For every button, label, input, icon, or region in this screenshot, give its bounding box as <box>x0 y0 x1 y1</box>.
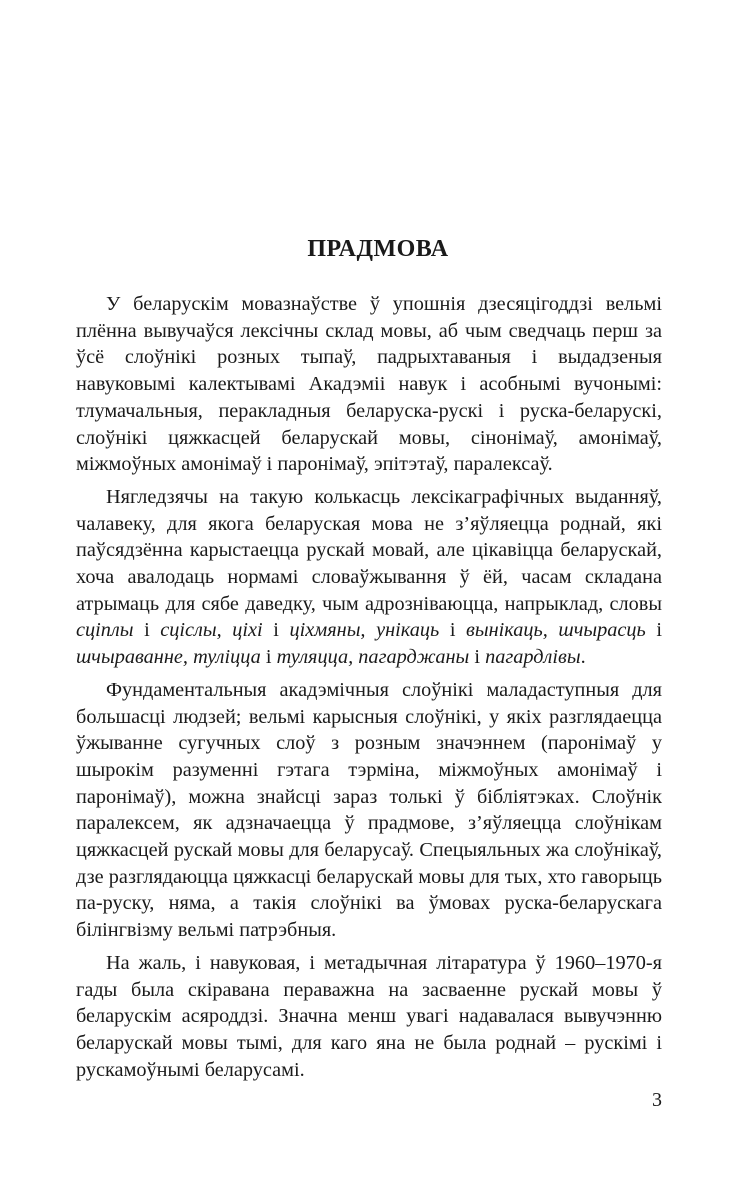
text-run: і <box>133 619 161 642</box>
paragraph-3 <box>76 677 662 944</box>
italic-word: вынікаць, шчырасць <box>466 619 646 642</box>
paragraph-1 <box>76 291 662 478</box>
text-run: і <box>469 646 486 669</box>
paragraph-4 <box>76 950 662 1084</box>
text-run: У беларускім мовазнаўстве ў упошнія дзесяцігоддзі вельмі плённа вывучаўся лексічны склад мовы, аб чым сведчаць перш за ўсё слоўнікі розных тыпаў, падрыхтаваныя і выдадзеныя навуковымі калектывамі Акадэміі навук і асобнымі вучонымі: тлумачальныя, перакладныя беларуска-рускі і руска-беларускі, слоўнікі цяжкасцей беларускай мовы, сінонімаў, амонімаў, міжмоўных амонімаў і паронімаў, эпітэтаў, паралексаў. <box>76 293 662 476</box>
text-run: і <box>260 646 277 669</box>
italic-word: сціплы <box>76 619 134 642</box>
italic-word: шчыраванне, туліцца <box>76 646 261 669</box>
italic-word: пагардлівы <box>485 646 581 669</box>
text-run: і <box>439 619 467 642</box>
italic-word: ціхмяны, унікаць <box>289 619 440 642</box>
page-title: ПРАДМОВА <box>307 236 449 262</box>
page-number: 3 <box>652 1089 662 1111</box>
text-run: і <box>262 619 290 642</box>
text-run: На жаль, і навуковая, і метадычная літаратура ў 1960–1970-я гады была скіравана пераважна на засваенне рускай мовы ў беларускім асяроддзі. Значна менш увагі надавалася вывучэнню беларускай мовы тымі, для каго яна не была роднай – рускімі і рускамоўнымі беларусамі. <box>76 951 662 1081</box>
text-run: Фундаментальныя акадэмічныя слоўнікі маладаступныя для большасці людзей; вельмі карысныя слоўнікі, у якіх разглядаецца ўжыванне сугучных слоў з розным значэннем (паронімаў у шырокім разуменні гэтага тэрміна, міжмоўных амонімаў і паронімаў), можна знайсці зараз толькі ў бібліятэках. Слоўнік паралексем, як адзначаецца ў прадмове, з’яўляецца слоўнікам цяжкасцей рускай мовы для беларусаў. Спецыяльных жа слоўнікаў, дзе разглядаюцца цяжкасці беларускай мовы для тых, хто гаворыць па-руску, няма, а такія слоўнікі ва ўмовах руска-беларускага білінгвізму вельмі патрэбныя. <box>76 678 662 942</box>
body-text <box>76 291 662 1089</box>
text-run: і <box>645 619 663 642</box>
italic-word: туляцца, пагарджаны <box>276 646 470 669</box>
italic-word: сцiслы, ціхі <box>160 619 263 642</box>
text-run: . <box>580 646 586 669</box>
text-run: Нягледзячы на такую колькасць лексікаграфічных выданняў, чалавеку, для якога беларуская мова не з’яўляецца роднай, які паўсядзённа карыстаецца рускай мовай, але цікавіцца беларускай, хоча авалодаць нормамі словаўжывання ў ёй, часам складана атрымаць для сябе даведку, чым адрозніваюцца, напрыклад, словы <box>76 485 662 615</box>
paragraph-2 <box>76 484 662 671</box>
